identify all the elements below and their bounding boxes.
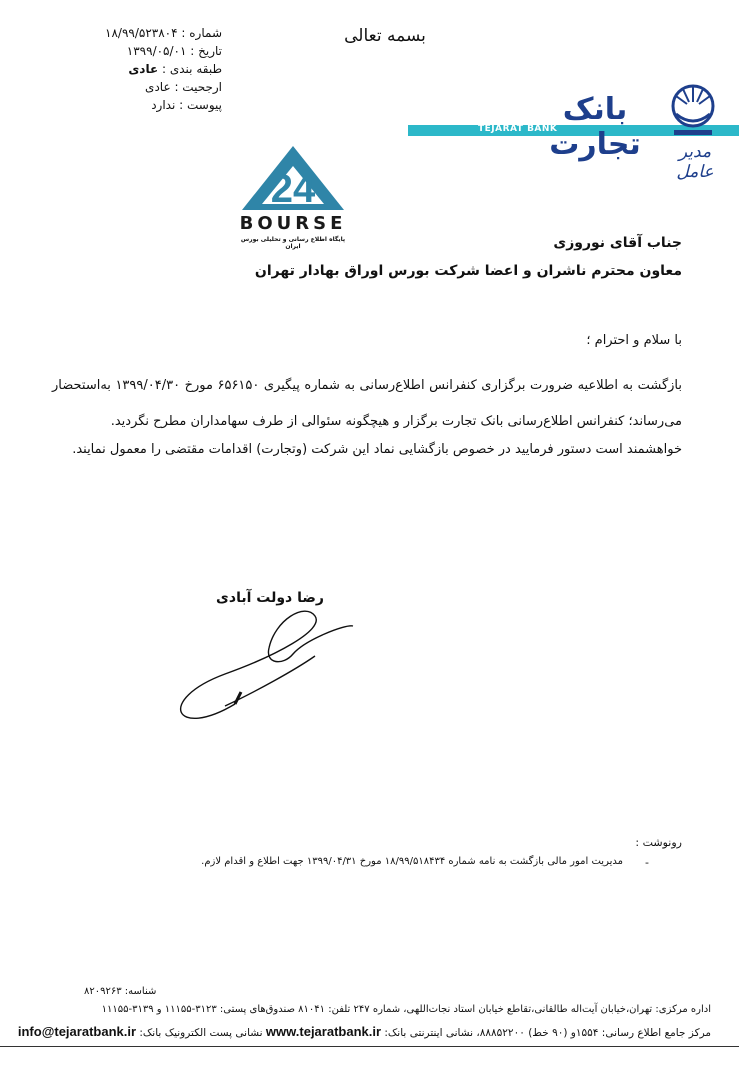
footer-address: اداره مرکزی: تهران،خیابان آیت‌اله طالقانی،تقاطع خیابان استاد نجات‌اللهی، شماره ۲۴۷ تلفن: ۸۱۰۴۱ صندوق‌های پستی: ۳۱۲۳-۱۱۱۵۵ و ۳۱۳۹-۱۱۱۵۵ — [101, 1004, 711, 1015]
recipient-title: معاون محترم ناشران و اعضا شرکت بورس اوراق بهادار تهران — [254, 263, 682, 279]
footer-divider — [0, 1046, 739, 1047]
bourse-logo-subtitle: پایگاه اطلاع رسانی و تحلیلی بورس ایران — [240, 236, 346, 250]
body-paragraph-1: بازگشت به اطلاعیه ضرورت برگزاری کنفرانس اطلاع‌رسانی به شماره پیگیری ۶۵۶۱۵۰ مورخ ۱۳۹۹/۰۴/۳۰ به‌استحضار می‌رساند؛ کنفرانس اطلاع‌رسانی بانک تجارت برگزار و هیچگونه سئوالی از طرف سهامداران مطرح نگردید. — [52, 378, 682, 429]
bank-emblem-icon — [664, 80, 722, 142]
letter-attachment: پیوست : ندارد — [151, 98, 222, 112]
bank-logo-text: بانک تجارت — [549, 92, 641, 162]
cc-line: مدیریت امور مالی بازگشت به نامه شماره ۱۸/۹۹/۵۱۸۴۳۴ مورخ ۱۳۹۹/۰۴/۳۱ جهت اطلاع و اقدام لازم. — [201, 856, 623, 867]
letter-number: شماره : ۱۸/۹۹/۵۲۳۸۰۴ — [105, 26, 222, 40]
letter-date: تاریخ : ۱۳۹۹/۰۵/۰۱ — [126, 44, 222, 58]
recipient-name: جناب آقای نوروزی — [553, 235, 682, 251]
letter-priority: ارجحیت : عادی — [145, 80, 222, 94]
bank-latin-name: TEJARAT BANK — [478, 124, 558, 134]
handwritten-signature — [165, 600, 365, 740]
cc-bullet: - — [645, 856, 649, 869]
footer-contact — [18, 1024, 711, 1039]
greeting: با سلام و احترام ؛ — [586, 333, 682, 348]
footer-id: شناسه: ۸۲۰۹۲۶۳ — [84, 986, 157, 997]
footer-contact-prefix: مرکز جامع اطلاع رسانی: ۱۵۵۴و (۹۰ خط) ۸۸۸۵۲۲۰۰، نشانی اینترنتی بانک: — [384, 1027, 711, 1039]
signer-name: رضا دولت آبادی — [216, 590, 324, 606]
svg-text:24: 24 — [270, 167, 316, 211]
ceo-office-label: مدیر عامل — [676, 142, 714, 182]
invocation-heading: بسمه تعالی — [344, 26, 426, 46]
bourse-logo-word: BOURSE — [239, 213, 347, 234]
footer-website-link[interactable]: www.tejaratbank.ir — [265, 1024, 382, 1039]
footer-email-link[interactable]: info@tejaratbank.ir — [17, 1024, 137, 1039]
body-paragraph-2: خواهشمند است دستور فرمایید در خصوص بازگشایی نماد این شرکت (وتجارت) اقدامات مقتضی را معمول نمایند. — [72, 442, 682, 457]
footer-email-prefix: نشانی پست الکترونیک بانک: — [139, 1027, 263, 1039]
letter-classification: طبقه بندی : عادی — [128, 62, 222, 76]
cc-label: رونوشت : — [635, 836, 682, 849]
letter-meta — [62, 24, 222, 114]
